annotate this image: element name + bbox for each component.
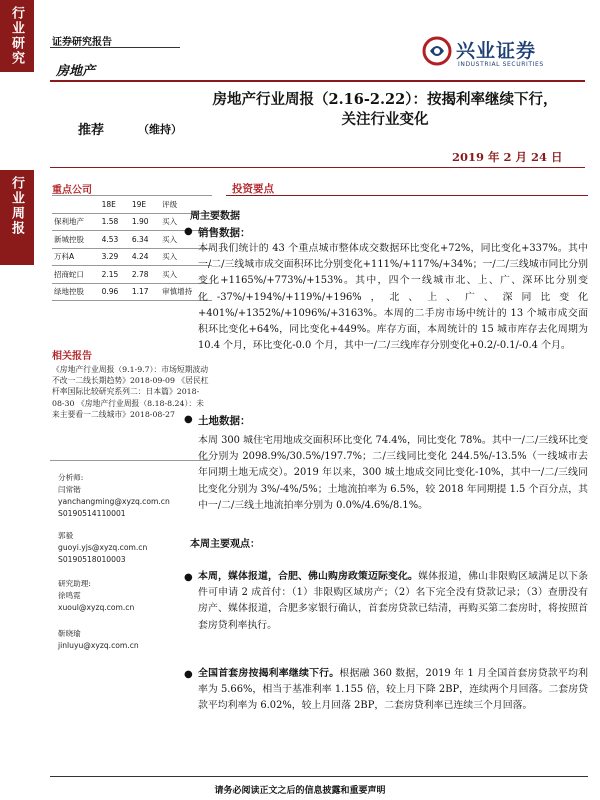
eps-18e: 1.58 — [100, 213, 130, 231]
rating-note: （维持） — [138, 123, 182, 136]
table-header-cell: 评级 — [160, 196, 212, 214]
date-divider — [50, 167, 585, 168]
assistant-info — [58, 578, 208, 614]
company-rating: 买入 — [160, 231, 212, 249]
table-header-row — [52, 196, 212, 214]
company-name: 保利地产 — [52, 213, 100, 231]
view-1-headline: 本周，媒体报道，合肥、佛山购房政策迈际变化。 — [198, 571, 419, 582]
analyst-name: 闫常锴 — [58, 485, 81, 494]
analyst-info — [58, 472, 208, 520]
report-type: 证券研究报告 — [52, 37, 112, 48]
title-line-1: 房地产行业周报（2.16-2.22）：按揭利率继续下行， — [212, 91, 558, 108]
footer-divider — [50, 776, 588, 777]
company-rating: 买入 — [160, 248, 212, 266]
footer-disclaimer: 请务必阅读正文之后的信息披露和重要声明 — [214, 786, 386, 796]
table-header-cell: 19E — [130, 196, 160, 214]
company-rating: 买入 — [160, 213, 212, 231]
analyst-name: 郭毅 — [58, 531, 74, 540]
bullet-icon: ● — [184, 572, 193, 583]
key-companies-table — [52, 195, 212, 301]
assistant-role: 研究助理: — [58, 579, 91, 588]
analyst-info — [58, 530, 208, 566]
analyst-email[interactable]: yanchangming@xyzq.com.cn — [58, 497, 170, 506]
sales-paragraph: 本周我们统计的 43 个重点城市整体成交数据环比变化+72%，同比变化+337%。其中一/二/三线城市成交面积环比分别变化+111%/+117%/+34%；一/二/三线城市同比分别变化+1165%/+773%/+153%。其中，四个一线城市北、上、广、深环比分别变化-37%/+194%/+119%/+196%，北、上、广、深同比变化+401%/+1352%/+1096%/+3163%。本周的二手房市场中统计的 13 个城市成交面积环比变化+64%，同比变化+449%。库存方面，本周统计的 15 城市库存去化周期为 10.4 个月，环比变化-0.0 个月，其中一/二/三线库存分别变化+0.2/-0.1/-0.4 个月。 — [198, 243, 588, 352]
views-title: 本周主要观点： — [190, 539, 260, 550]
company-name: 万科A — [52, 248, 100, 266]
eps-19e: 1.90 — [130, 213, 160, 231]
table-row — [52, 248, 212, 266]
table-header-cell — [52, 196, 100, 214]
eps-19e: 1.17 — [130, 283, 160, 301]
assistant-info — [58, 628, 208, 652]
company-rating: 买入 — [160, 266, 212, 284]
eps-18e: 0.96 — [100, 283, 130, 301]
section-divider — [226, 195, 588, 196]
side-label-weekly: 行业周报 — [9, 176, 24, 236]
report-date: 2019 年 2 月 24 日 — [452, 150, 563, 164]
table-row — [52, 266, 212, 284]
bullet-icon: ● — [184, 226, 193, 237]
weekly-data-title: 周主要数据 — [190, 211, 240, 222]
sector-label: 房地产 — [56, 64, 96, 79]
related-reports-list: 《房地产行业周报（9.1-9.7）：市场短期波动不改一二线长期趋势》2018-09-09 《居民杠杆率国际比较研究系列二：日本篇》2018-08-30 《房地产行业周报（8.18-8.24）：未来主要看一二线城市》2018-08-27 — [52, 365, 209, 419]
eps-19e: 4.24 — [130, 248, 160, 266]
rating: 推荐 — [78, 123, 105, 138]
assistant-name: 徐鸣霓 — [58, 591, 81, 600]
table-row — [52, 283, 212, 301]
eps-18e: 3.29 — [100, 248, 130, 266]
assistant-email[interactable]: jinluyu@xyzq.com.cn — [58, 641, 139, 650]
land-title: 土地数据： — [198, 415, 251, 427]
company-rating: 审慎增持 — [160, 283, 212, 301]
eps-19e: 6.34 — [130, 231, 160, 249]
company-name: 新城控股 — [52, 231, 100, 249]
land-paragraph: 本周 300 城住宅用地成交面积环比变化 74.4%，同比变化 78%。其中一/二/三线环比变化分别为 2098.9%/30.5%/197.7%；二/三线同比变化 244.5%/-13.5%（一线城市去年同期土地无成交）。2019 年以来，300 城土地成交同比变化-10%，其中一/二/三线同比变化分别为 3%/-4%/5%；土地流拍率为 6.5%，较 2018 年同期提 1.5 个百分点，其中一/二/三线土地流拍率分别为 0.0%/4.6%/8.1%。 — [198, 435, 588, 511]
eps-19e: 2.78 — [130, 266, 160, 284]
divider — [50, 460, 210, 461]
assistant-email[interactable]: xuoul@xyzq.com.cn — [58, 603, 135, 612]
section-title: 投资要点 — [232, 183, 274, 195]
eps-18e: 4.53 — [100, 231, 130, 249]
bullet-icon: ● — [184, 414, 193, 425]
logo-english-name: INDUSTRIAL SECURITIES — [458, 61, 544, 68]
view-1-body: 媒体报道，佛山非限购区域满足以下条件可申请 2 成首付：（1）非限购区域房产；（2）名下完全没有贷款记录；（3）查册没有房产、媒体报道，合肥多家银行确认，首套房贷款已结清，再购买第二套房时，将按照首套房贷利率执行。 — [198, 571, 588, 631]
company-name: 招商蛇口 — [52, 266, 100, 284]
related-reports-title: 相关报告 — [52, 351, 92, 362]
company-name: 绿地控股 — [52, 283, 100, 301]
analyst-email[interactable]: guoyi.yjs@xyzq.com.cn — [58, 543, 148, 552]
assistant-name: 靳晓瑜 — [58, 629, 81, 638]
table-header-cell: 18E — [100, 196, 130, 214]
analyst-cert-id: S0190518010003 — [58, 555, 126, 564]
view-paragraph-1 — [198, 569, 588, 634]
analyst-cert-id: S0190514110001 — [58, 509, 126, 518]
sales-title: 销售数据： — [198, 227, 251, 239]
view-2-headline: 全国首套房按揭利率继续下行。 — [198, 668, 340, 679]
divider — [50, 47, 180, 48]
header-divider — [50, 80, 585, 82]
view-paragraph-2 — [198, 666, 588, 715]
key-companies-title: 重点公司 — [52, 185, 92, 196]
view-2-body: 根据融 360 数据，2019 年 1 月全国首套房贷款平均利率为 5.66%，相当于基准利率 1.155 倍，较上月下降 2BP，连续两个月回落。二套房贷款平均利率为 6.02%，较上月回落 2BP，二套房贷利率已连续三个月回落。 — [198, 668, 588, 712]
report-title — [185, 90, 585, 130]
logo — [422, 36, 582, 74]
logo-mark-icon — [422, 36, 452, 66]
analyst-role: 分析师: — [58, 473, 84, 482]
bullet-icon: ● — [184, 669, 193, 680]
title-line-2: 关注行业变化 — [341, 111, 429, 128]
logo-chinese-name: 兴业证券 — [456, 40, 537, 62]
side-label-research: 行业研究 — [9, 6, 24, 66]
eps-18e: 2.15 — [100, 266, 130, 284]
